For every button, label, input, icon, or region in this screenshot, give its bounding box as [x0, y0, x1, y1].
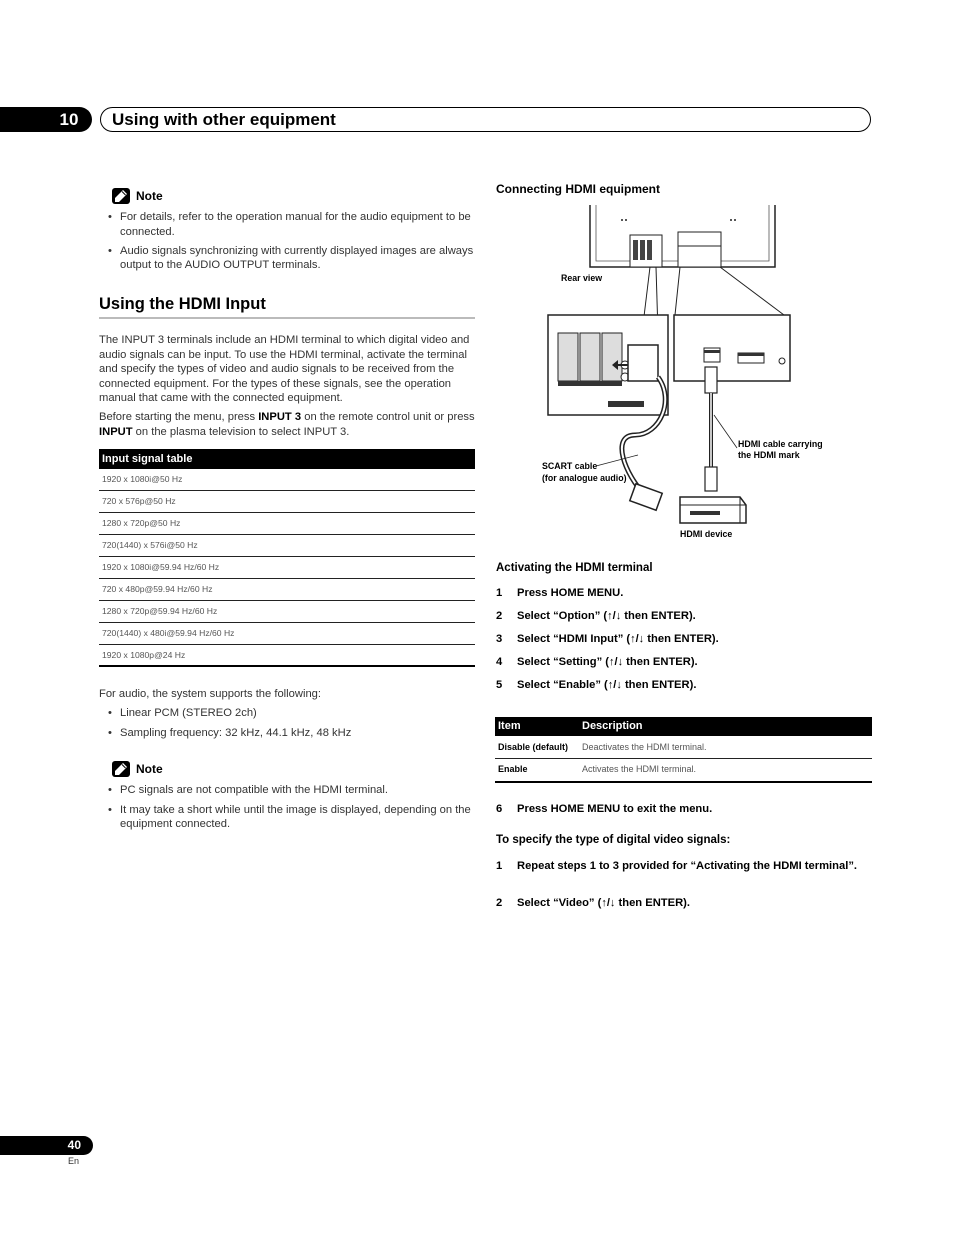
note-title: Note [136, 189, 163, 203]
step-text: then ENTER). [615, 897, 691, 909]
description-cell: Deactivates the HDMI terminal. [582, 742, 707, 752]
hdmi-setting-table [495, 717, 872, 783]
table-row: 1920 x 1080i@59.94 Hz/60 Hz [99, 557, 475, 579]
table-row: 1280 x 720p@50 Hz [99, 513, 475, 535]
table-row: 720 x 480p@59.94 Hz/60 Hz [99, 579, 475, 601]
step-text: Press HOME MENU to exit the menu. [517, 803, 713, 815]
hdmi-cable-label-1: HDMI cable carrying [738, 439, 823, 449]
note-item: • It may take a short while until the image is displayed, depending on the equipment connected. [108, 803, 474, 832]
step-number: 1 [496, 860, 503, 872]
step-text: then ENTER). [621, 610, 696, 622]
step-text: then ENTER). [623, 656, 698, 668]
step-3 [496, 632, 872, 647]
note-item: • For details, refer to the operation manual for the audio equipment to be connected. [108, 210, 474, 239]
audio-list [108, 706, 474, 745]
table-row: 720 x 576p@50 Hz [99, 491, 475, 513]
audio-item: • Sampling frequency: 32 kHz, 44.1 kHz, 48 kHz [108, 726, 474, 741]
up-down-arrow-icon: ↑/↓ [630, 633, 645, 645]
specify-step-1 [496, 859, 872, 874]
table-row [495, 736, 872, 759]
step-4 [496, 655, 872, 670]
chapter-number: 10 [59, 110, 79, 129]
step-2 [496, 609, 872, 624]
step-number: 2 [496, 897, 503, 909]
hdmi-cable-label-2: the HDMI mark [738, 450, 800, 460]
instruction-paragraph [99, 410, 475, 439]
table-row: 1920 x 1080p@24 Hz [99, 645, 475, 667]
step-text: Select “Enable” ( [517, 679, 608, 691]
item-cell: Disable (default) [498, 742, 569, 752]
chapter-number-tab [0, 107, 92, 132]
step-text: Select “Setting” ( [517, 656, 610, 668]
text-run: Before starting the menu, press [99, 411, 259, 423]
item-column-header: Item [498, 720, 521, 732]
note-heading [112, 761, 474, 777]
language-code: En [68, 1156, 80, 1166]
step-5 [496, 678, 872, 693]
section-title: Using the HDMI Input [99, 295, 266, 313]
text-run: on the plasma television to select INPUT 3. [132, 425, 350, 438]
up-down-arrow-icon: ↑/↓ [607, 679, 622, 691]
table-row [495, 759, 872, 783]
table-row: 720(1440) x 576i@50 Hz [99, 535, 475, 557]
description-cell: Activates the HDMI terminal. [582, 764, 697, 774]
table-row: 1280 x 720p@59.94 Hz/60 Hz [99, 601, 475, 623]
table-row: 1920 x 1080i@50 Hz [99, 469, 475, 491]
step-number: 3 [496, 633, 503, 645]
activating-heading: Activating the HDMI terminal [496, 562, 653, 574]
audio-intro: For audio, the system supports the following: [99, 688, 321, 700]
step-number: 5 [496, 679, 503, 691]
up-down-arrow-icon: ↑/↓ [601, 897, 616, 909]
pencil-icon [112, 761, 130, 777]
input-signal-table [99, 449, 475, 667]
specify-step-2 [496, 896, 690, 911]
scart-label-2: (for analogue audio) [542, 473, 627, 483]
step-6 [496, 802, 712, 817]
description-column-header: Description [582, 720, 643, 732]
step-number: 4 [496, 656, 503, 668]
input-key: INPUT [99, 425, 133, 438]
step-1 [496, 586, 872, 601]
activating-steps [496, 586, 872, 693]
step-text: Repeat steps 1 to 3 provided for “Activating the HDMI terminal”. [517, 860, 858, 872]
audio-item: • Linear PCM (STEREO 2ch) [108, 706, 474, 721]
hdmi-device-label: HDMI device [680, 529, 733, 539]
item-cell: Enable [498, 764, 528, 774]
chapter-title: Using with other equipment [100, 107, 871, 132]
scart-label-1: SCART cable [542, 461, 598, 471]
pencil-icon [112, 188, 130, 204]
note-box-1 [112, 188, 474, 277]
rear-view-label: Rear view [561, 273, 603, 283]
note-list [108, 783, 474, 832]
note-heading [112, 188, 474, 204]
connecting-heading: Connecting HDMI equipment [496, 182, 660, 196]
up-down-arrow-icon: ↑/↓ [609, 656, 624, 668]
step-text: Select “Option” ( [517, 610, 608, 622]
step-text: Press HOME MENU. [517, 587, 624, 599]
table-header: Input signal table [99, 449, 475, 469]
table-row: 720(1440) x 480i@59.94 Hz/60 Hz [99, 623, 475, 645]
hdmi-connection-diagram [540, 205, 823, 545]
page-number: 40 [0, 1136, 93, 1155]
note-box-2 [112, 761, 474, 836]
step-number: 2 [496, 610, 503, 622]
intro-paragraph: The INPUT 3 terminals include an HDMI terminal to which digital video and audio signals can be input. To use the HDMI terminal, activate the terminal and specify the types of video and audio signals to be received from the connected equipment. For the types of these signals, see the operation manual that came with the connected equipment. [99, 334, 470, 404]
step-text: then ENTER). [644, 633, 719, 645]
note-list [108, 210, 474, 273]
step-text: Select “Video” ( [517, 897, 602, 909]
note-title: Note [136, 762, 163, 776]
hdmi-panel-zoom [674, 315, 790, 381]
table-header-row [495, 717, 872, 736]
up-down-arrow-icon: ↑/↓ [607, 610, 622, 622]
step-number: 6 [496, 803, 503, 815]
step-number: 1 [496, 587, 503, 599]
tv-rear-panel [590, 205, 775, 267]
step-text: Select “HDMI Input” ( [517, 633, 631, 645]
input3-key: INPUT 3 [258, 411, 302, 423]
step-text: then ENTER). [621, 679, 697, 691]
hdmi-device-box [680, 497, 746, 523]
text-run: on the remote control unit or press [301, 411, 475, 423]
section-rule [99, 317, 475, 319]
note-item: • Audio signals synchronizing with currently displayed images are always output to the AUDIO OUTPUT terminals. [108, 244, 474, 273]
specify-heading: To specify the type of digital video signals: [496, 834, 731, 846]
note-item: • PC signals are not compatible with the HDMI terminal. [108, 783, 474, 798]
